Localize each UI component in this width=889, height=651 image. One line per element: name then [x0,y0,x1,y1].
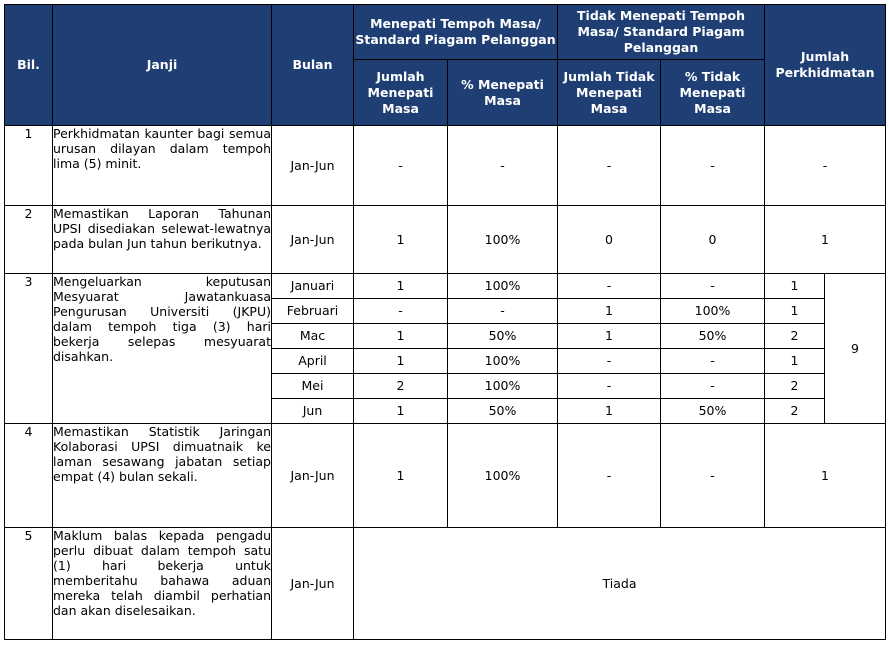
on-time-count-cell: - [354,126,448,206]
row-number: 3 [5,274,53,424]
late-count-cell: 0 [558,206,661,274]
month-cell: Januari [272,274,354,299]
row-number: 5 [5,528,53,640]
late-count-cell: 1 [558,299,661,324]
on-time-count-cell: 1 [354,399,448,424]
total-cell: 1 [765,424,886,528]
month-cell: Jan-Jun [272,528,354,640]
monthly-total-cell: 1 [765,274,825,299]
on-time-count-cell: 1 [354,324,448,349]
late-count-cell: - [558,274,661,299]
late-pct-cell: - [661,349,765,374]
late-count-cell: - [558,374,661,399]
grand-total-cell: 9 [825,274,886,424]
on-time-pct-cell: 100% [448,374,558,399]
month-cell: Mac [272,324,354,349]
none-cell: Tiada [354,528,886,640]
header-no: Bil. [5,5,53,126]
on-time-count-cell: 1 [354,206,448,274]
on-time-count-cell: 2 [354,374,448,399]
row-number: 2 [5,206,53,274]
monthly-total-cell: 2 [765,399,825,424]
late-count-cell: - [558,126,661,206]
header-group-late: Tidak Menepati Tempoh Masa/ Standard Piagam Pelanggan [558,5,765,60]
late-pct-cell: 50% [661,399,765,424]
month-cell: April [272,349,354,374]
total-cell: 1 [765,206,886,274]
month-cell: Jan-Jun [272,206,354,274]
on-time-pct-cell: 50% [448,324,558,349]
late-count-cell: - [558,349,661,374]
customer-charter-table [4,4,886,640]
monthly-total-cell: 1 [765,299,825,324]
table-row [5,424,886,528]
header-on-time-count: Jumlah Menepati Masa [354,60,448,126]
on-time-pct-cell: 50% [448,399,558,424]
header-group-on-time: Menepati Tempoh Masa/ Standard Piagam Pelanggan [354,5,558,60]
total-cell: - [765,126,886,206]
monthly-total-cell: 1 [765,349,825,374]
month-cell: Jan-Jun [272,126,354,206]
promise-text: Perkhidmatan kaunter bagi semua urusan dilayan dalam tempoh lima (5) minit. [53,126,272,206]
promise-text: Mengeluarkan keputusan Mesyuarat Jawatankuasa Pengurusan Universiti (JKPU) dalam tempoh tiga (3) hari bekerja selepas mesyuarat disahkan. [53,274,272,424]
table-row [5,528,886,640]
monthly-total-cell: 2 [765,374,825,399]
row-number: 1 [5,126,53,206]
late-count-cell: - [558,424,661,528]
on-time-pct-cell: 100% [448,349,558,374]
promise-text: Maklum balas kepada pengadu perlu dibuat dalam tempoh satu (1) hari bekerja untuk memberitahu bahawa aduan mereka telah diambil perhatian dan akan diselesaikan. [53,528,272,640]
table-row [5,206,886,274]
on-time-pct-cell: 100% [448,274,558,299]
on-time-count-cell: 1 [354,274,448,299]
header-total: Jumlah Perkhidmatan [765,5,886,126]
late-pct-cell: 50% [661,324,765,349]
on-time-count-cell: 1 [354,349,448,374]
month-cell: Mei [272,374,354,399]
promise-text: Memastikan Statistik Jaringan Kolaborasi UPSI dimuatnaik ke laman sesawang jabatan setiap empat (4) bulan sekali. [53,424,272,528]
header-late-pct: % Tidak Menepati Masa [661,60,765,126]
header-month: Bulan [272,5,354,126]
header-late-count: Jumlah Tidak Menepati Masa [558,60,661,126]
on-time-count-cell: 1 [354,424,448,528]
late-count-cell: 1 [558,324,661,349]
on-time-pct-cell: - [448,299,558,324]
table-row [5,274,886,299]
table-row [5,126,886,206]
late-pct-cell: - [661,374,765,399]
month-cell: Jun [272,399,354,424]
late-pct-cell: 100% [661,299,765,324]
late-count-cell: 1 [558,399,661,424]
late-pct-cell: - [661,126,765,206]
on-time-count-cell: - [354,299,448,324]
month-cell: Jan-Jun [272,424,354,528]
promise-text: Memastikan Laporan Tahunan UPSI disediakan selewat-lewatnya pada bulan Jun tahun berikutnya. [53,206,272,274]
on-time-pct-cell: - [448,126,558,206]
row-number: 4 [5,424,53,528]
late-pct-cell: - [661,274,765,299]
late-pct-cell: - [661,424,765,528]
late-pct-cell: 0 [661,206,765,274]
header-on-time-pct: % Menepati Masa [448,60,558,126]
month-cell: Februari [272,299,354,324]
header-row-1 [5,5,886,60]
header-promise: Janji [53,5,272,126]
on-time-pct-cell: 100% [448,206,558,274]
monthly-total-cell: 2 [765,324,825,349]
on-time-pct-cell: 100% [448,424,558,528]
